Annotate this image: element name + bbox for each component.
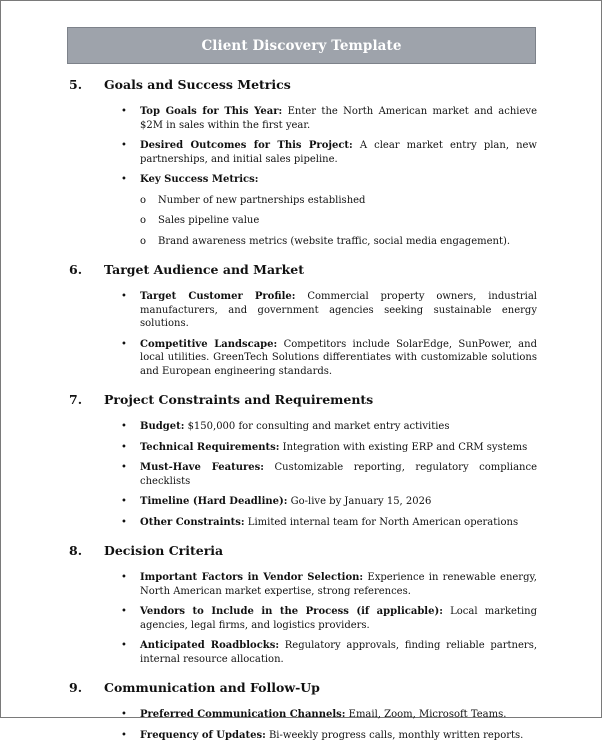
item-label: Frequency of Updates: [140, 730, 266, 741]
item-text: Regulatory approvals, finding reliable partners, internal resource allocation. [140, 640, 537, 665]
list-item [1, 495, 602, 509]
bullet-icon: • [121, 516, 127, 530]
section-heading [1, 262, 602, 284]
item-text: A clear market entry plan, new partnerships, and initial sales pipeline. [140, 140, 537, 165]
item-text: Email, Zoom, Microsoft Teams. [345, 709, 506, 720]
item-text: Customizable reporting, regulatory compliance checklists [140, 462, 537, 487]
item-label: Must-Have Features: [140, 462, 264, 473]
bullet-icon: • [121, 139, 127, 153]
section-heading [1, 543, 602, 565]
bullet-list [1, 571, 602, 666]
bullet-icon: • [121, 708, 127, 722]
circle-bullet-icon: o [140, 235, 146, 249]
bullet-list [1, 105, 602, 248]
item-text: Limited internal team for North American operations [245, 517, 518, 528]
item-text: Competitors include SolarEdge, SunPower, and local utilities. GreenTech Solutions differentiates with customizable solutions and European engineering standards. [140, 339, 537, 377]
list-item [1, 639, 602, 666]
list-item [1, 516, 602, 530]
document-title-banner [67, 27, 536, 64]
section-6 [1, 262, 602, 378]
bullet-icon: • [121, 441, 127, 455]
bullet-list [1, 290, 602, 378]
bullet-icon: • [121, 173, 127, 187]
list-item [1, 105, 602, 132]
section-title: Communication and Follow-Up [104, 680, 320, 695]
section-title: Decision Criteria [104, 543, 223, 558]
item-text: Commercial property owners, industrial manufacturers, and government agencies seeking sustainable energy solutions. [140, 291, 537, 329]
item-label: Timeline (Hard Deadline): [140, 496, 287, 507]
list-item [1, 571, 602, 598]
bullet-icon: • [121, 729, 127, 742]
list-item [1, 729, 602, 742]
list-item [1, 461, 602, 488]
item-label: Vendors to Include in the Process (if applicable): [140, 606, 443, 617]
list-item [1, 441, 602, 455]
section-7 [1, 392, 602, 529]
bullet-icon: • [121, 290, 127, 304]
item-label: Anticipated Roadblocks: [140, 640, 279, 651]
section-heading [1, 392, 602, 414]
item-text: Experience in renewable energy, North American market expertise, strong references. [140, 572, 537, 597]
item-text: Integration with existing ERP and CRM systems [279, 442, 527, 453]
section-8 [1, 543, 602, 666]
sub-item-text: Brand awareness metrics (website traffic, social media engagement). [158, 236, 510, 247]
item-text: $150,000 for consulting and market entry activities [184, 421, 449, 432]
section-title: Project Constraints and Requirements [104, 392, 373, 407]
list-item [1, 420, 602, 434]
item-text: Bi-weekly progress calls, monthly written reports. [266, 730, 524, 741]
section-5 [1, 77, 602, 248]
list-item [1, 173, 602, 187]
section-number: 9. [1, 680, 104, 695]
sub-list-item [1, 235, 602, 249]
sub-item-text: Number of new partnerships established [158, 195, 365, 206]
list-item [1, 139, 602, 166]
item-text: Local marketing agencies, legal firms, and logistics providers. [140, 606, 537, 631]
sub-list-item [1, 194, 602, 208]
sub-item-text: Sales pipeline value [158, 215, 259, 226]
section-number: 6. [1, 262, 104, 277]
section-heading [1, 77, 602, 99]
circle-bullet-icon: o [140, 214, 146, 228]
item-label: Top Goals for This Year: [140, 106, 282, 117]
section-number: 8. [1, 543, 104, 558]
list-item [1, 708, 602, 722]
section-title: Target Audience and Market [104, 262, 304, 277]
item-label: Competitive Landscape: [140, 339, 277, 350]
item-label: Desired Outcomes for This Project: [140, 140, 353, 151]
bullet-icon: • [121, 571, 127, 585]
item-label: Other Constraints: [140, 517, 245, 528]
item-label: Important Factors in Vendor Selection: [140, 572, 363, 583]
section-heading [1, 680, 602, 702]
bullet-icon: • [121, 420, 127, 434]
sub-list-item [1, 214, 602, 228]
item-label: Budget: [140, 421, 184, 432]
item-label: Technical Requirements: [140, 442, 279, 453]
bullet-icon: • [121, 461, 127, 475]
bullet-list [1, 420, 602, 529]
list-item [1, 290, 602, 331]
circle-bullet-icon: o [140, 194, 146, 208]
section-9 [1, 680, 602, 742]
item-label: Preferred Communication Channels: [140, 709, 345, 720]
list-item [1, 605, 602, 632]
section-number: 7. [1, 392, 104, 407]
item-label: Target Customer Profile: [140, 291, 295, 302]
bullet-list [1, 708, 602, 742]
bullet-icon: • [121, 605, 127, 619]
bullet-icon: • [121, 105, 127, 119]
item-text: Enter the North American market and achieve $2M in sales within the first year. [140, 106, 537, 131]
list-item [1, 338, 602, 379]
bullet-icon: • [121, 338, 127, 352]
section-number: 5. [1, 77, 104, 92]
bullet-icon: • [121, 639, 127, 653]
item-label: Key Success Metrics: [140, 174, 258, 185]
document-body [1, 77, 602, 742]
bullet-icon: • [121, 495, 127, 509]
document-title: Client Discovery Template [201, 38, 401, 54]
item-text: Go-live by January 15, 2026 [287, 496, 431, 507]
section-title: Goals and Success Metrics [104, 77, 291, 92]
